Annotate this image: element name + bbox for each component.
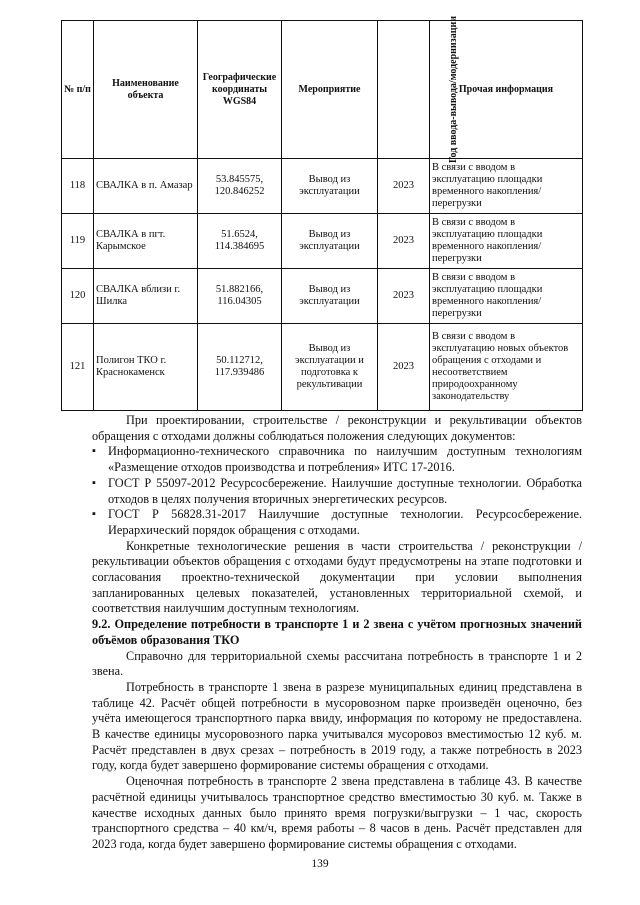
cell-info: В связи с вводом в эксплуатацию площадки временного накопления/перегрузки [430,269,583,324]
paragraph-documents-intro: При проектировании, строительстве / реконструкции и рекультивации объектов обращения с отходами должны соблюдаться положения следующих документов: [92,413,582,443]
header-year-label: Год ввода-вывода/модернизации [447,15,459,163]
header-num: № п/п [62,21,94,159]
paragraph-reference: Справочно для территориальной схемы рассчитана потребность в транспорте 1 и 2 звена. [92,648,582,679]
paragraph-transport-2: Оценочная потребность в транспорте 2 звена представлена в таблице 43. В качестве расчётной единицы учитывалось транспортное средство вместимостью 30 куб. м. Также в качестве исходных данных было принято время погрузки/выгрузки – 1 час, скорость транспортного средства – 40 км/ч, время работы – 8 часов в день. Расчёт представлен для 2023 года, когда будет завершено формирование системы обращения с отходами. [92,774,582,851]
cell-info: В связи с вводом в эксплуатацию площадки временного накопления/перегрузки [430,159,583,214]
header-name: Наименование объекта [94,21,198,159]
cell-event: Вывод из эксплуатации [282,159,378,214]
cell-coords: 53.845575, 120.846252 [198,159,282,214]
cell-year: 2023 [378,269,430,324]
cell-event: Вывод из эксплуатации [282,214,378,269]
cell-year: 2023 [378,214,430,269]
objects-table [61,15,583,411]
cell-year: 2023 [378,159,430,214]
header-event: Мероприятие [282,21,378,159]
table-header-row [62,21,583,159]
header-coords: Географические координаты WGS84 [198,21,282,159]
cell-coords: 51.6524, 114.384695 [198,214,282,269]
header-year [378,15,459,163]
cell-coords: 51.882166, 116.04305 [198,269,282,324]
cell-name: СВАЛКА вблизи г. Шилка [94,269,198,324]
cell-event: Вывод из эксплуатации и подготовка к рекультивации [282,324,378,411]
header-info: Прочая информация [430,21,583,159]
cell-info: В связи с вводом в эксплуатацию площадки временного накопления/перегрузки [430,214,583,269]
list-item: ▪ Информационно-технического справочника по наилучшим доступным технологиям «Размещение отходов производства и потребления» ИТС 17-2016. [92,444,582,475]
documents-list [92,444,582,538]
cell-info: В связи с вводом в эксплуатацию новых объектов обращения с отходами и несоответствием природоохранному законодательству [430,324,583,411]
paragraph-technical-solutions: Конкретные технологические решения в части строительства / реконструкции / рекультивации объектов обращения с отходами будут предусмотрены на этапе подготовки и согласования проектно-технической документации при условии выполнения запланированных целевых показателей, установленных территориальной схемой, и соответствия наилучшим доступным технологиям. [92,538,582,616]
page-number: 139 [311,858,329,870]
table-row [62,159,583,214]
list-item: ▪ ГОСТ Р 55097-2012 Ресурсосбережение. Наилучшие доступные технологии. Обработка отходов в целях получения вторичных энергетических ресурсов. [92,476,582,507]
paragraph-transport-1: Потребность в транспорте 1 звена в разрезе муниципальных единиц представлена в таблице 42. Расчёт общей потребности в мусоровозном парке произведён оценочно, без учёта имеющегося транспортного парка ввиду, информация по которому не предоставлена. В качестве единицы мусоровозного парка учитывался мусоровоз вместимостью 12 куб. м. Расчёт представлен в двух срезах – потребность в 2019 году, а также потребность в 2023 году, когда будет завершено формирование системы обращения с отходами. [92,679,582,773]
list-item: ▪ ГОСТ Р 56828.31-2017 Наилучшие доступные технологии. Ресурсосбережение. Иерархический порядок обращения с отходами. [92,507,582,538]
cell-name: Полигон ТКО г. Краснокаменск [94,324,198,411]
cell-num: 121 [62,324,94,411]
cell-name: СВАЛКА в пгт. Карымское [94,214,198,269]
cell-num: 118 [62,159,94,214]
section-title: 9.2. Определение потребности в транспорте 1 и 2 звена с учётом прогнозных значений объёмов образования ТКО [92,617,582,647]
table-row [62,269,583,324]
table-row [62,324,583,411]
cell-num: 119 [62,214,94,269]
cell-event: Вывод из эксплуатации [282,269,378,324]
table-row [62,214,583,269]
cell-coords: 50.112712, 117.939486 [198,324,282,411]
body-text [92,413,582,853]
cell-num: 120 [62,269,94,324]
cell-name: СВАЛКА в п. Амазар [94,159,198,214]
cell-year: 2023 [378,324,430,411]
